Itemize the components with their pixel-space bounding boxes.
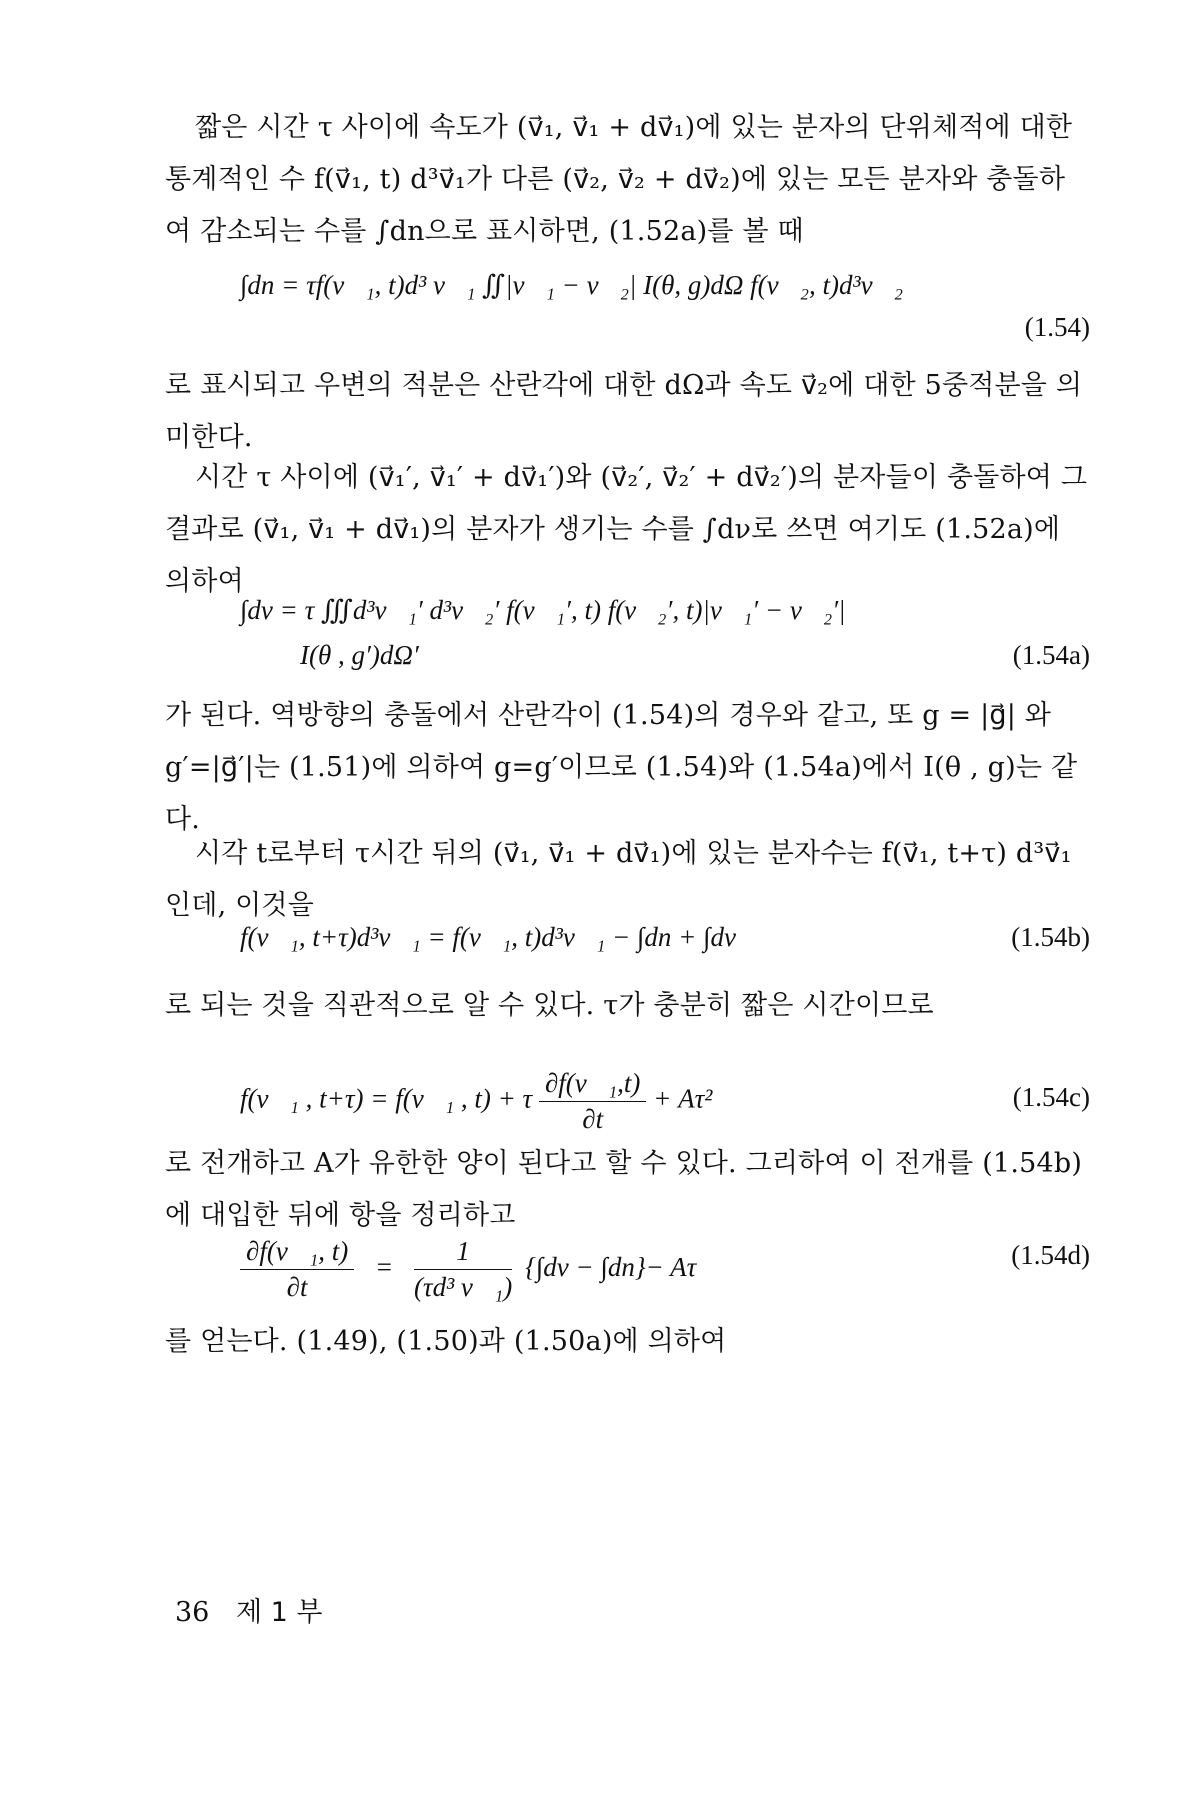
equation-number-1-54a: (1.54a) <box>1012 640 1090 670</box>
fraction-denominator: (τd³ v⃗₁) <box>413 1272 513 1302</box>
equation-rhs: {∫dν − ∫dn}− Aτ <box>525 1251 697 1282</box>
paragraph-molecule-count: 시각 t로부터 τ시간 뒤의 (v⃗₁, v⃗₁ + dv⃗₁)에 있는 분자수는 f(v⃗₁, t+τ) d³v⃗₁인데, 이것을 <box>165 838 1072 921</box>
page-footer <box>175 1590 322 1629</box>
paragraph-integral-meaning: 로 표시되고 우변의 적분은 산란각에 대한 dΩ과 속도 v⃗₂에 대한 5중적분을 의미한다. <box>165 370 1083 453</box>
equation-1-54 <box>240 270 1090 301</box>
equation-rhs: + Aτ² <box>653 1083 713 1114</box>
paragraph-expansion: 로 전개하고 A가 유한한 양이 된다고 할 수 있다. 그리하여 이 전개를 (1.54b)에 대입한 뒤에 항을 정리하고 <box>165 1148 1083 1231</box>
rhs-fraction <box>414 1236 512 1303</box>
fraction-denominator: ∂t <box>286 1272 308 1302</box>
lhs-fraction <box>240 1236 354 1303</box>
fraction-numerator: 1 <box>414 1236 512 1270</box>
partial-derivative-fraction <box>539 1068 646 1135</box>
fraction-numerator: ∂f(v⃗₁,t) <box>539 1068 646 1102</box>
equation-1-54c <box>240 1068 1090 1135</box>
paragraph-inverse-collision: 시간 τ 사이에 (v⃗₁′, v⃗₁′ + dv⃗₁′)와 (v⃗₂′, v⃗₂′ + dv⃗₂′)의 분자들이 충돌하여 그 결과로 (v⃗₁, v⃗₁ + dv⃗₁)의 분자가 생기는 수를 ∫dν로 쓰면 여기도 (1.52a)에 의하여 <box>165 462 1088 597</box>
fraction-denominator: ∂t <box>582 1104 604 1134</box>
paragraph-collision-loss: 짧은 시간 τ 사이에 속도가 (v⃗₁, v⃗₁ + dv⃗₁)에 있는 분자의 단위체적에 대한 통계적인 수 f(v⃗₁, t) d³v⃗₁가 다른 (v⃗₂, v⃗₂ + dv⃗₂)에 있는 모든 분자와 충돌하여 감소되는 수를 ∫dn으로 표시하면, (1.52a)를 볼 때 <box>165 112 1073 247</box>
page-number: 36 <box>175 1597 210 1628</box>
equation-1-54a-line1 <box>240 595 1090 626</box>
fraction-numerator: ∂f(v⃗₁, t) <box>240 1236 354 1270</box>
equation-expression: f(v⃗₁, t+τ)d³v⃗₁ = f(v⃗₁, t)d³v⃗₁ − ∫dn + ∫dν <box>240 922 736 952</box>
equation-number-1-54c: (1.54c) <box>1012 1082 1090 1112</box>
equals-sign: = <box>374 1251 394 1282</box>
equation-number-1-54b: (1.54b) <box>1011 922 1090 952</box>
equation-expression: I(θ , g′)dΩ′ <box>300 640 419 670</box>
equation-number-1-54: (1.54) <box>1024 312 1090 342</box>
equation-expression: ∫dn = τf(v⃗₁, t)d³ v⃗₁ ∬|v⃗₁ − v⃗₂| I(θ, g)dΩ f(v⃗₂, t)d³v⃗₂ <box>240 270 903 300</box>
equation-1-54d <box>240 1236 1090 1303</box>
section-label: 제 1 부 <box>235 1597 323 1628</box>
equation-lhs: f(v⃗₁ , t+τ) = f(v⃗₁ , t) + τ <box>240 1083 533 1114</box>
equation-number-1-54d: (1.54d) <box>1011 1240 1090 1270</box>
paragraph-intuition: 로 되는 것을 직관적으로 알 수 있다. τ가 충분히 짧은 시간이므로 <box>165 990 934 1021</box>
equation-expression: ∫dν = τ ∭d³v⃗₁′ d³v⃗₂′ f(v⃗₁′, t) f(v⃗₂′, t)|v⃗₁′ − v⃗₂′| <box>240 595 846 625</box>
paragraph-scattering-angle: 가 된다. 역방향의 충돌에서 산란각이 (1.54)의 경우와 같고, 또 g = |g⃗| 와 g′=|g⃗′|는 (1.51)에 의하여 g=g′이므로 (1.54)와 (1.54a)에서 I(θ , g)는 같다. <box>165 700 1078 835</box>
equation-1-54b <box>240 922 1090 953</box>
paragraph-result: 를 얻는다. (1.49), (1.50)과 (1.50a)에 의하여 <box>165 1326 727 1357</box>
